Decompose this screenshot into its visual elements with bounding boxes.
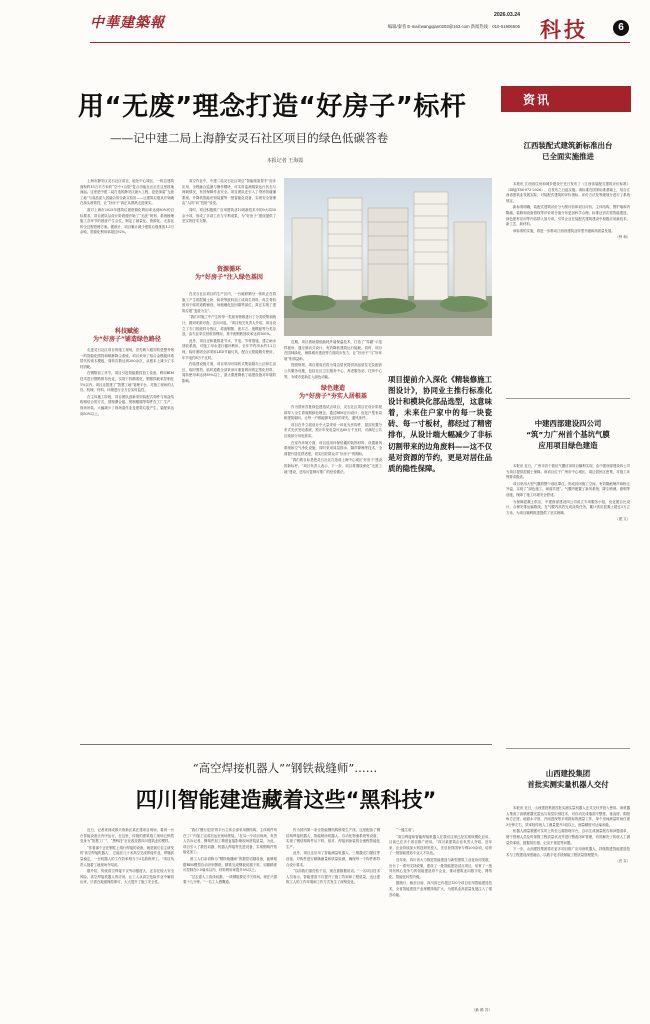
paragraph: “我们对施工中产生的每一类废弃物都进行了分类收集和统计，做到来源可查、去向可追。”项目相关负责人介绍，项目设立了专门的废料分拣区，将废钢筋、废木方、废模板等分类存放，由专业单位回收再利用，其中废钢筋回收率达到100%。 — [182, 315, 276, 337]
second-column-3 — [286, 828, 380, 1016]
lead-callout — [388, 374, 492, 598]
signoff: （晋 实） — [615, 859, 630, 864]
signoff: （建 文） — [615, 517, 630, 522]
paragraph: 上海市静安区灵石社区项目，地处中心城区，一栋总建筑面积约15万平方米的“空中+合院”复合功能社区正在这里拔地而起。这里是中建二局打造的静安区最大工程，更是探索“无废工地”与高品质人居融合的全新实验田——让建筑垃圾从开始就在源头被管控，让“好房子”真正从图纸走进现实。 — [80, 179, 174, 206]
lead-subtitle: ——记中建二局上海静安灵石社区项目的绿色低碳答卷 — [110, 131, 389, 145]
second-signoff: （新 路 苏） — [471, 1008, 492, 1012]
paragraph: 近日，记者来到成都天府新区某在建项目现场，看到一台台智能设备正有序运行，在这里，传统的建筑施工现场已悄然变身为“智慧工厂”，“黑科技”正在改变着四川建筑业的模样。 — [80, 828, 174, 844]
sidebar-item-3-title: 山西建投集团 首批实测实量机器人交付 — [527, 769, 609, 789]
lead-column-3a — [284, 340, 382, 384]
paragraph: 近期，项目借助超低能耗外墙保温技术，打造了“零碳”示范样板房，通过被动式设计，有效降低建筑运行能耗。同时，项目在园林绿化、海绵城市建设等方面同步发力，让“好房子”与“好环境”相得益彰。 — [284, 340, 382, 361]
paragraph: 面对上海市2025年建筑垃圾资源化利用率达到80%的目标要求，项目团队从设计阶段便开始了“无废”规划，系统梳理施工各环节的固废产生点位，制定了减量化、资源化、无害化的全过程管理方案。据统计，项目累计减少建筑垃圾排放1.3万余吨，资源化利用率超过92%。 — [80, 207, 174, 235]
sidebar-header-label: 资讯 — [523, 93, 552, 107]
sidebar-divider — [506, 748, 630, 749]
paragraph: 下一步，山西建投集团将在更多项目推广应用该机器人，持续推进智能建造技术与工程建设深度融合，以数字化手段赋能工程质量管理提升。 — [506, 847, 630, 857]
subhead-text: 科技赋能 为“好房子”铺造绿色路径 — [93, 328, 161, 343]
section-divider — [80, 744, 492, 745]
lead-column-2 — [182, 179, 276, 262]
paragraph: 作为国内第一条全智能钢结构桥梁生产线，这里配备了钢结构焊接机器人、智能喷涂机器人、自动化物流系统等设备，实现了钢结构构件从下料、组对、焊接到涂装的全流程智能化生产。 — [286, 828, 380, 849]
second-column-1 — [80, 828, 174, 1016]
paragraph: 在钢筋加工环节，项目引进智能数控加工设备，利用BIM技术进行钢筋排布优化，实现下料精准化，钢筋损耗率控制在1%以内。项目还搭建了“智慧工地”管理平台，对施工现场的人员、机械、材料、环境进行全方位实时监控。 — [80, 371, 174, 393]
page-number: 6 — [613, 20, 629, 36]
sidebar-item-2-title: 中建西部建设四公司 “筑”力广州首个基坑气膜 应用项目绿色建造 — [526, 419, 610, 450]
subhead-text: 资源循环 为“好房子”注入绿色基因 — [195, 266, 263, 281]
lead-column-3b — [284, 405, 382, 610]
paragraph: “我们的目标是把灵石社区打造成上海中心城区‘好房子’建设的新标杆。”项目负责人表示，下一步，项目将继续深化“无废工地”建设，总结可复制可推广的经验做法。 — [284, 458, 382, 474]
lead-headline: 用“无废”理念打造“好房子”标杆 — [78, 92, 467, 122]
paragraph: 在室内环境方面，项目选用环保低碳的装饰材料，设置新风系统和空气净化设施，同时采用同层排水、隔声降噪等技术，全面提升居住舒适度，切实回应群众对“好房子”的期盼。 — [284, 440, 382, 456]
paragraph: “高空焊接和智能焊接机器人在我们这里已经实现规模化应用，目前已在多个项目推广使用。”四川某建筑企业负责人介绍，近年来，企业持续加大科技研发投入，先后获得国家专利200余项，培育了一批智能建造专业人才队伍。 — [389, 834, 492, 856]
paragraph: 项目采用大型气膜将整个基坑罩住，形成封闭施工空间，有效隔绝噪声和粉尘外溢，实现了“绿色施工、和谐共建”。气膜内配置了新风系统、降尘喷淋、照明等设施，保障了施工环境安全舒适。 — [506, 481, 630, 497]
paragraph: 本报讯 江西省住房和城乡建设厅近日发布了《江西省装配式建筑评价标准》（DBJ/T36-073-2026），自发布之日起实施。该标准在国家标准基础上，结合江西省建筑业发展实际，对装配式建筑的评价指标、评价方法及等级划分进行了系统规定。 — [506, 182, 630, 203]
paragraph: 在临建设施方面，项目采用可周转式集装箱办公区和生活区，临时围挡、临时道路全部采用可重复利用的定型化材料，周转使用率达到95%以上，最大限度降低了临建设施对环境的影响。 — [182, 362, 276, 383]
sidebar-header — [501, 86, 631, 112]
signoff: （钟 和） — [615, 235, 630, 240]
paragraph: “以前我们靠经验干活，现在靠数据说话。”一名项目技术人员表示，智能建造不仅提升了施工效率和工程质量，也让建筑工人的工作环境和工作方式发生了深刻变化。 — [286, 869, 380, 885]
building-illustration — [284, 178, 492, 336]
paragraph: “过去靠人工放线切割，一块钢板要花半天时间，现在只需要十几分钟。”一名工人感慨道。 — [183, 874, 277, 885]
paragraph: 为保障混凝土供应，中建西部建设四公司成立专项服务小组，优化配合比设计，合理安排运输路线，在气膜内高效完成浇筑任务，累计供应混凝土超过3万立方米，为项目顺利推进提供了坚实保障。 — [506, 499, 630, 515]
lead-subhead-3-full — [284, 385, 382, 403]
paragraph: 高空作业中，中建二局灵石社区项目“智能爬架帮手”同步应用，全程融合监测与操作模块，可实时监测爬架运行状态与荷载情况，有效保障作业安全。项目团队还引入了塔吊防碰撞系统、升降机智能识别装置等一批智能化设备，实现安全管理由“人防”向“技防”转变。 — [182, 179, 276, 206]
paragraph: 据统计，截至目前，四川省已有超过150个项目应用智能建造技术，全省智能建造产业规模持续扩大，为建筑业高质量发展注入了强劲动能。 — [389, 881, 492, 897]
paragraph: 本报讯 近日，广州市首个基坑气膜应用项目顺利实现，由中建西部建设四公司为项目提供混凝土保障。该项目位于广州市中心城区，周边居民区密集，对施工环保要求极高。 — [506, 464, 630, 480]
paragraph: 此外，项目还积极推进节水、节电、节材措施，建立雨水回收系统，对施工用水进行循环利用，全年节约用水约1.2万吨；临时照明全部采用LED节能灯具，配合太阳能路灯使用，年节电约8万千瓦时。 — [182, 338, 276, 360]
paragraph: “我们‘慢行花园’的平台主体全部采用钢结构，主体构件均在工厂内加工完成后运至现场拼装。”在另一个项目现场，负责人告诉记者，钢构件加工精度直接影响现场拼装质量，为此，项目引入了数控切割、机器人焊接等先进设备，实现钢构件智能化加工。 — [183, 828, 277, 855]
paragraph: 在灵石社区项目的生产区内，一台破碎筛分一体机正在将施工产生的混凝土块、砖块等废料加工成再生骨料，再生骨料被用于临时道路铺设、场地硬化及回填等部位，真正实现了建筑垃圾“变废为宝”。 — [182, 292, 276, 313]
paragraph: 据介绍，传统高空焊接不仅劳动强度大，还存在较大安全风险。高空焊接机器人的应用，让工人从高空危险作业中解放出来，只需在地面操控即可，大大提升了施工安全性。 — [80, 869, 174, 885]
lead-subhead-1-full — [80, 328, 174, 346]
paragraph: 机器人测量数据可实时上传至云端管理平台，自动生成测量报告和问题清单，便于管理人员及时掌握工程质量状况并进行整改闭环管理，有效解决了传统人工测量效率低、数据易出错、记录不规范等问题。 — [506, 829, 630, 845]
paragraph: 近年来，四川省大力推进智能建造与新型建筑工业化协同发展，出台了一系列支持政策，建设了一批智能建造试点项目，培育了一批具有核心竞争力的智能建造骨干企业，推动建筑业向数字化、网络化、智能化转型升级。 — [389, 857, 492, 879]
masthead-date: 2026.03.24 — [494, 12, 520, 18]
section-name: 科技 — [540, 18, 588, 42]
paragraph: 走进灵石社区项目的施工现场，首先映入眼帘的是整齐划一的智能化围挡和喷淋降尘系统。项目采用了铝合金模板体系替代传统木模板，周转次数达到200余次，从根本上减少了木材消耗。 — [80, 348, 174, 369]
paragraph: “你看那个正在钢柱上爬行焊接的设备，就是我们自主研发的‘高空焊接机器人’，它能在几十米高空完成焊接作业，焊缝质量稳定，一台机器人的工作效率相当于3名熟练焊工。”项目负责人指着工地现场介绍说。 — [80, 845, 174, 867]
paragraph: 按照规划，项目建成后将为周边居民提供高品质住宅及配套公共服务设施，包括社区卫生服务中心、养老服务站、托育中心等，为城市更新注入绿色动能。 — [284, 363, 382, 379]
second-headline: 四川智能建造藏着这些“黑科技” — [135, 788, 437, 812]
paragraph: 本报讯 近日，山西建投集团首批实测实量机器人正式交付并投入使用。该机器人集成了高精度激光雷达与视觉识别技术，可自动完成墙面平整度、垂直度、阴阳角方正度、地面水平度、开间进深等多项指标的测量工作，单个房间测量时间仅需3分钟左右，效率较传统人工测量提升3倍以上，测量精度可达毫米级。 — [506, 806, 630, 827]
sidebar-item-2-body — [506, 464, 630, 746]
sidebar-item-3-body — [506, 806, 630, 1016]
sidebar-item-1-title: 江西装配式建筑新标准出台 已全面实施推进 — [523, 141, 613, 161]
paragraph: 该标准的实施，将进一步推动江西省建筑业转型升级和高质量发展。 — [513, 228, 615, 233]
paragraph: 项目在外立面设计中大量采用一体化光伏构件，屋顶布置分布式光伏发电系统，预计年发电量可达60万千瓦时，可满足公共区域部分用电需求。 — [284, 422, 382, 438]
lead-column-2b — [182, 292, 276, 610]
second-kicker: “高空焊接机器人”“钢铁裁缝师”…… — [192, 761, 378, 775]
masthead-rule — [90, 42, 630, 43]
second-column-4 — [389, 828, 492, 1008]
sidebar-divider — [506, 398, 630, 399]
paragraph: 被工人们亲切称为“钢铁裁缝师”的数控切割设备，能够根据BIM模型自动识别图纸，精准完成钢板切割下料，切割精度可控制在0.5毫米以内，材料利用率提升5%以上。 — [183, 856, 277, 873]
subhead-text: 绿色建造 为“好房子”夯实人居根基 — [299, 385, 367, 400]
second-column-2 — [183, 828, 277, 1016]
paragraph: 在主体施工阶段，项目团队创新采用装配式构件与现浇结构相结合的方式，预制叠合板、预制楼梯等构件在工厂生产，现场吊装，大幅减少了现场湿作业及建筑垃圾产生，装配率达到50%以上。 — [80, 394, 174, 416]
paragraph: 同时，项目积极推广应用建筑业10项新技术中的9大项30余小项，形成了多项工法与专利成果，为“好房子”建设提供了坚实的技术支撑。 — [182, 207, 276, 224]
callout-text: 项目提前介入深化《精装修施工图设计》，协同业主推行标准化设计和模块化部品选型，这意味着，未来住户家中的每一块瓷砖、每一寸板材，都经过了精密排布，从设计端大幅减少了非标切割带来的边角废料——这不仅是对资源的节约，更是对居住品质的隐性保障。 — [388, 375, 492, 473]
project-rendering-photo — [284, 178, 492, 336]
paragraph: 此外，项目还应用了智能测量机器人、三维激光扫描仪等设备，对构件进行精确测量和质量检测，确保每一个构件都符合设计要求。 — [286, 851, 380, 867]
paragraph: “一键生成”。 — [396, 828, 417, 832]
lead-subhead-2 — [182, 266, 276, 288]
masthead-logo: 中華建築報 — [90, 15, 165, 31]
lead-byline: 本报记者 王海霞 — [266, 158, 304, 164]
paragraph: 作为国家首批绿色建造试点项目，灵石社区项目在设计阶段即导入全生命周期绿色理念，通过BIM正向设计，优化户型布局和建筑朝向，让每一户都能拥有良好的采光、通风条件。 — [284, 405, 382, 421]
lead-column-1b — [80, 348, 174, 610]
sidebar-item-1-body — [506, 182, 630, 394]
lead-column-1 — [80, 179, 174, 326]
masthead-editors: 编辑/秦普 E-mail:wangqian0203@163.com 新闻热线：010-51906505 — [387, 24, 520, 29]
masthead — [0, 0, 650, 46]
paragraph: 新标准明确，装配式建筑评价分为预评价和项目评价，主体结构、围护墙和内隔墙、装修和设备管线等评价项分值分布更加科学合理。标准还首次将智能建造、绿色建材应用等内容纳入加分项，引导企业在装配式建筑建设中积极应用新技术、新工艺、新材料。 — [506, 205, 630, 227]
